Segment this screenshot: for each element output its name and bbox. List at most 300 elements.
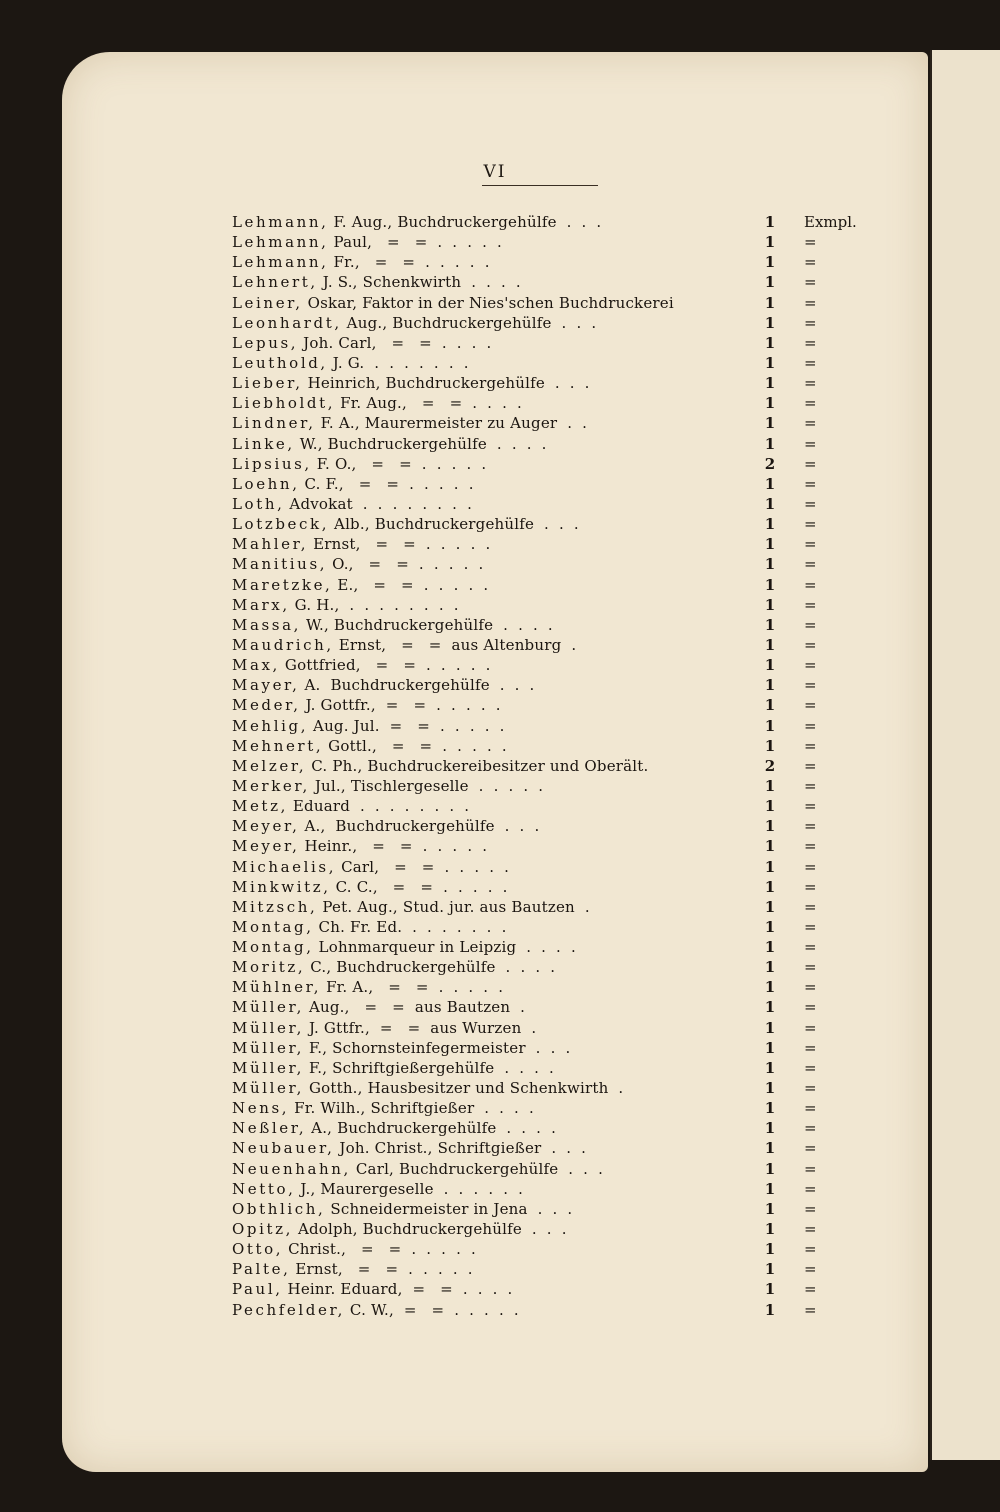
list-item	[232, 716, 872, 736]
entry-surname: Lieber,	[232, 374, 303, 393]
entry-text	[232, 454, 486, 474]
entry-copy-count: 1	[764, 1038, 776, 1057]
entry-copy-count: 1	[764, 817, 776, 836]
entry-text	[232, 272, 521, 292]
entry-unit: =	[804, 454, 817, 473]
entry-unit: =	[804, 293, 817, 312]
entry-surname: Lehmann,	[232, 213, 329, 231]
entry-copy-count: 1	[764, 313, 776, 332]
entry-unit: =	[804, 877, 817, 896]
list-item	[232, 1118, 872, 1138]
entry-details: Aug., = = aus Bautzen .	[303, 998, 526, 1017]
entry-text	[232, 212, 601, 232]
entry-text	[232, 353, 469, 373]
entry-copy-count: 1	[764, 213, 776, 231]
list-item	[232, 293, 872, 313]
entry-copy-count: 1	[764, 1099, 776, 1118]
entry-unit: =	[804, 575, 817, 594]
entry-text	[232, 917, 507, 937]
entry-details: Heinrich, Buchdruckergehülfe . . .	[302, 374, 590, 393]
entry-copy-count: 1	[764, 797, 776, 816]
entry-text	[232, 1179, 523, 1199]
entry-unit: =	[804, 756, 817, 775]
entry-unit: =	[804, 313, 817, 332]
entry-details: Lohnmarqueur in Leipzig . . . .	[313, 938, 576, 957]
entry-details: O., = = . . . . .	[327, 555, 484, 574]
list-item	[232, 272, 872, 292]
entry-details: Jul., Tischlergeselle . . . . .	[309, 776, 544, 795]
entry-surname: Neßler,	[232, 1119, 307, 1138]
entry-copy-count: 1	[764, 696, 776, 715]
entry-text	[232, 675, 535, 695]
entry-surname: Mühlner,	[232, 978, 322, 997]
entry-text	[232, 494, 472, 514]
entry-unit: =	[804, 837, 817, 856]
entry-text	[232, 937, 576, 957]
entry-unit: =	[804, 434, 817, 453]
entry-surname: Lepus,	[232, 333, 299, 352]
entry-text	[232, 716, 505, 736]
list-item	[232, 776, 872, 796]
entry-details: Carl, = = . . . . .	[336, 857, 510, 876]
entry-surname: Neubauer,	[232, 1139, 335, 1158]
entry-unit: =	[804, 494, 817, 513]
entry-text	[232, 1239, 476, 1259]
entry-unit: Exmpl.	[804, 213, 857, 231]
entry-copy-count: 1	[764, 716, 776, 735]
entry-text	[232, 695, 501, 715]
entry-unit: =	[804, 1300, 817, 1319]
entry-surname: Müller,	[232, 1079, 304, 1098]
entry-details: Adolph, Buchdruckergehülfe . . .	[293, 1220, 567, 1239]
entry-surname: Montag,	[232, 917, 314, 936]
list-item	[232, 575, 872, 595]
entry-details: Ernst, = = . . . . .	[308, 535, 491, 554]
entry-unit: =	[804, 233, 817, 252]
entry-unit: =	[804, 353, 817, 372]
entry-copy-count: 1	[764, 535, 776, 554]
entry-details: G. H., . . . . . . . .	[289, 595, 459, 614]
entry-unit: =	[804, 253, 817, 272]
entry-surname: Müller,	[232, 1018, 304, 1037]
list-item	[232, 695, 872, 715]
list-item	[232, 1179, 872, 1199]
entry-details: Ernst, = = aus Altenburg .	[333, 635, 577, 654]
entry-copy-count: 2	[764, 454, 776, 473]
entry-text	[232, 997, 525, 1017]
entry-text	[232, 1259, 473, 1279]
entry-copy-count: 1	[764, 998, 776, 1017]
entry-surname: Leonhardt,	[232, 313, 342, 332]
entry-text	[232, 836, 487, 856]
entry-details: F., Schornsteinfegermeister . . .	[303, 1038, 571, 1057]
entry-copy-count: 1	[764, 736, 776, 755]
list-item	[232, 796, 872, 816]
entry-copy-count: 1	[764, 1139, 776, 1158]
entry-copy-count: 1	[764, 1159, 776, 1178]
entry-surname: Meyer,	[232, 837, 300, 856]
entry-surname: Neuenhahn,	[232, 1159, 351, 1178]
entry-copy-count: 1	[764, 1240, 776, 1259]
entry-text	[232, 554, 484, 574]
entry-text	[232, 393, 522, 413]
entry-surname: Otto,	[232, 1240, 284, 1259]
entry-unit: =	[804, 1220, 817, 1239]
entry-surname: Obthlich,	[232, 1199, 326, 1218]
list-item	[232, 474, 872, 494]
entry-unit: =	[804, 978, 817, 997]
list-item	[232, 937, 872, 957]
entry-text	[232, 977, 503, 997]
entry-details: C., Buchdruckergehülfe . . . .	[305, 958, 556, 977]
entry-text	[232, 1078, 623, 1098]
entry-text	[232, 1159, 603, 1179]
entry-details: E., = = . . . . .	[332, 575, 489, 594]
entry-text	[232, 877, 508, 897]
entry-copy-count: 1	[764, 1199, 776, 1218]
entry-text	[232, 333, 492, 353]
entry-unit: =	[804, 857, 817, 876]
entry-unit: =	[804, 676, 817, 695]
entry-copy-count: 1	[764, 837, 776, 856]
entry-unit: =	[804, 333, 817, 352]
entry-text	[232, 1018, 536, 1038]
entry-unit: =	[804, 1199, 817, 1218]
entry-copy-count: 1	[764, 233, 776, 252]
list-item	[232, 877, 872, 897]
list-item	[232, 897, 872, 917]
entry-surname: Müller,	[232, 1038, 304, 1057]
header-rule	[482, 185, 598, 186]
list-item	[232, 635, 872, 655]
entry-unit: =	[804, 535, 817, 554]
entry-text	[232, 1199, 572, 1219]
book-page	[62, 52, 928, 1472]
entry-details: Heinr. Eduard, = = . . . .	[282, 1280, 513, 1299]
list-item	[232, 997, 872, 1017]
entry-unit: =	[804, 817, 817, 836]
entry-surname: Metz,	[232, 797, 288, 816]
entry-copy-count: 1	[764, 1119, 776, 1138]
entry-details: Eduard . . . . . . . .	[287, 797, 470, 816]
entry-text	[232, 736, 507, 756]
entry-text	[232, 756, 649, 776]
entry-surname: Palte,	[232, 1260, 291, 1279]
entry-surname: Paul,	[232, 1280, 283, 1299]
entry-copy-count: 1	[764, 857, 776, 876]
entry-surname: Maudrich,	[232, 635, 334, 654]
entry-copy-count: 1	[764, 1018, 776, 1037]
entry-unit: =	[804, 1119, 817, 1138]
entry-copy-count: 1	[764, 958, 776, 977]
entry-surname: Moritz,	[232, 958, 306, 977]
entry-surname: Müller,	[232, 1058, 304, 1077]
entry-unit: =	[804, 273, 817, 292]
entry-copy-count: 1	[764, 897, 776, 916]
entry-unit: =	[804, 998, 817, 1017]
list-item	[232, 756, 872, 776]
entry-copy-count: 1	[764, 414, 776, 433]
entry-text	[232, 534, 490, 554]
entry-details: W., Buchdruckergehülfe . . . .	[294, 434, 547, 453]
entry-text	[232, 816, 539, 836]
entry-copy-count: 1	[764, 1179, 776, 1198]
entry-unit: =	[804, 1240, 817, 1259]
list-item	[232, 1098, 872, 1118]
entry-text	[232, 434, 547, 454]
entry-text	[232, 796, 469, 816]
list-item	[232, 857, 872, 877]
entry-copy-count: 1	[764, 293, 776, 312]
entry-copy-count: 1	[764, 635, 776, 654]
list-item	[232, 615, 872, 635]
entry-surname: Meyer,	[232, 817, 300, 836]
entry-details: Aug. Jul. = = . . . . .	[308, 716, 505, 735]
entry-unit: =	[804, 696, 817, 715]
entry-surname: Mehlig,	[232, 716, 309, 735]
entry-unit: =	[804, 595, 817, 614]
entry-unit: =	[804, 474, 817, 493]
entry-copy-count: 1	[764, 1260, 776, 1279]
entry-details: Christ., = = . . . . .	[283, 1240, 476, 1259]
list-item	[232, 212, 872, 232]
list-item	[232, 655, 872, 675]
entry-text	[232, 635, 576, 655]
entry-text	[232, 373, 590, 393]
entry-surname: Loehn,	[232, 474, 300, 493]
entry-surname: Müller,	[232, 998, 304, 1017]
entry-surname: Lindner,	[232, 414, 316, 433]
entry-copy-count: 1	[764, 253, 776, 272]
entry-details: J. Gttfr., = = aus Wurzen .	[303, 1018, 537, 1037]
entry-unit: =	[804, 555, 817, 574]
entry-text	[232, 413, 587, 433]
entry-copy-count: 1	[764, 1058, 776, 1077]
list-item	[232, 1259, 872, 1279]
list-item	[232, 514, 872, 534]
entry-surname: Max,	[232, 656, 280, 675]
entry-copy-count: 1	[764, 353, 776, 372]
entry-surname: Manitius,	[232, 555, 328, 574]
entry-details: A., Buchdruckergehülfe . . . .	[306, 1119, 557, 1138]
entry-text	[232, 1219, 567, 1239]
entry-details: J. Gottfr., = = . . . . .	[300, 696, 501, 715]
entry-details: J. G. . . . . . . .	[327, 353, 469, 372]
entry-text	[232, 232, 502, 252]
list-item	[232, 454, 872, 474]
entry-surname: Montag,	[232, 938, 314, 957]
entry-text	[232, 655, 491, 675]
list-item	[232, 957, 872, 977]
entry-unit: =	[804, 897, 817, 916]
entry-copy-count: 1	[764, 877, 776, 896]
entry-surname: Maretzke,	[232, 575, 333, 594]
entry-unit: =	[804, 938, 817, 957]
entry-details: Pet. Aug., Stud. jur. aus Bautzen .	[317, 897, 590, 916]
list-item	[232, 1300, 872, 1320]
entry-unit: =	[804, 394, 817, 413]
entry-copy-count: 1	[764, 595, 776, 614]
entry-details: Oskar, Faktor in der Nies'schen Buchdruckerei	[302, 293, 674, 312]
entry-surname: Marx,	[232, 595, 290, 614]
entry-unit: =	[804, 1179, 817, 1198]
entry-copy-count: 1	[764, 1280, 776, 1299]
entry-details: C. C., = = . . . . .	[330, 877, 508, 896]
entry-surname: Lehmann,	[232, 253, 329, 272]
entry-unit: =	[804, 797, 817, 816]
entry-copy-count: 1	[764, 615, 776, 634]
entry-copy-count: 1	[764, 676, 776, 695]
entry-copy-count: 1	[764, 474, 776, 493]
entry-unit: =	[804, 374, 817, 393]
entry-unit: =	[804, 958, 817, 977]
entry-unit: =	[804, 776, 817, 795]
list-item	[232, 1279, 872, 1299]
list-item	[232, 1038, 872, 1058]
entry-surname: Mitzsch,	[232, 897, 318, 916]
entry-details: J., Maurergeselle . . . . . .	[295, 1179, 524, 1198]
entry-details: F. Aug., Buchdruckergehülfe . . .	[328, 213, 602, 231]
list-item	[232, 313, 872, 333]
list-item	[232, 595, 872, 615]
entry-details: Ch. Fr. Ed. . . . . . . .	[313, 917, 507, 936]
list-item	[232, 736, 872, 756]
entry-text	[232, 595, 459, 615]
entry-unit: =	[804, 615, 817, 634]
entry-text	[232, 1118, 556, 1138]
list-item	[232, 393, 872, 413]
entry-copy-count: 1	[764, 1079, 776, 1098]
entry-unit: =	[804, 414, 817, 433]
entry-details: J. S., Schenkwirth . . . .	[317, 273, 521, 292]
list-item	[232, 675, 872, 695]
entry-surname: Linke,	[232, 434, 295, 453]
entry-text	[232, 1038, 570, 1058]
entry-text	[232, 957, 555, 977]
entry-surname: Minkwitz,	[232, 877, 331, 896]
entry-copy-count: 1	[764, 575, 776, 594]
entry-details: C. F., = = . . . . .	[299, 474, 474, 493]
entry-surname: Leiner,	[232, 293, 303, 312]
entry-surname: Liebholdt,	[232, 394, 336, 413]
entry-details: Joh. Christ., Schriftgießer . . .	[334, 1139, 587, 1158]
entry-text	[232, 897, 590, 917]
entry-text	[232, 1279, 513, 1299]
entry-surname: Nens,	[232, 1099, 290, 1118]
entry-details: F. O., = = . . . . .	[311, 454, 487, 473]
entry-details: Fr., = = . . . . .	[328, 253, 490, 272]
entry-unit: =	[804, 1139, 817, 1158]
list-item	[232, 917, 872, 937]
entry-unit: =	[804, 1058, 817, 1077]
entry-copy-count: 1	[764, 494, 776, 513]
entry-details: Gottfried, = = . . . . .	[279, 656, 491, 675]
entry-text	[232, 615, 553, 635]
entry-surname: Mayer,	[232, 676, 300, 695]
entry-copy-count: 1	[764, 776, 776, 795]
list-item	[232, 434, 872, 454]
entry-details: Heinr., = = . . . . .	[299, 837, 488, 856]
list-item	[232, 1058, 872, 1078]
list-item	[232, 1159, 872, 1179]
list-item	[232, 816, 872, 836]
list-item	[232, 1219, 872, 1239]
entry-unit: =	[804, 716, 817, 735]
entry-text	[232, 1058, 554, 1078]
entry-surname: Massa,	[232, 615, 302, 634]
facing-page-edge	[930, 50, 1000, 1460]
entry-unit: =	[804, 1159, 817, 1178]
entry-surname: Lehmann,	[232, 233, 329, 252]
list-item	[232, 1199, 872, 1219]
entry-text	[232, 313, 596, 333]
entry-surname: Meder,	[232, 696, 301, 715]
entry-details: Gotth., Hausbesitzer und Schenkwirth .	[303, 1079, 624, 1098]
entry-surname: Melzer,	[232, 756, 307, 775]
entry-unit: =	[804, 1079, 817, 1098]
entry-details: C. Ph., Buchdruckereibesitzer und Oberält.	[306, 756, 649, 775]
entry-surname: Pechfelder,	[232, 1300, 345, 1319]
entry-text	[232, 474, 474, 494]
list-item	[232, 554, 872, 574]
entry-copy-count: 1	[764, 938, 776, 957]
list-item	[232, 413, 872, 433]
entry-copy-count: 1	[764, 515, 776, 534]
list-item	[232, 1078, 872, 1098]
entry-surname: Lehnert,	[232, 273, 318, 292]
entry-copy-count: 1	[764, 394, 776, 413]
entry-details: Gottl., = = . . . . .	[323, 736, 507, 755]
entry-copy-count: 1	[764, 1220, 776, 1239]
list-item	[232, 1138, 872, 1158]
entry-copy-count: 1	[764, 978, 776, 997]
entry-surname: Opitz,	[232, 1220, 293, 1239]
entry-surname: Lipsius,	[232, 454, 312, 473]
entry-copy-count: 1	[764, 656, 776, 675]
entry-details: Fr. A., = = . . . . .	[321, 978, 504, 997]
entry-copy-count: 1	[764, 374, 776, 393]
entry-details: Advokat . . . . . . . .	[284, 494, 473, 513]
entry-details: Joh. Carl, = = . . . .	[298, 333, 492, 352]
entry-details: A. Buchdruckergehülfe . . .	[299, 676, 535, 695]
entry-unit: =	[804, 1038, 817, 1057]
entry-surname: Netto,	[232, 1179, 296, 1198]
entry-details: Aug., Buchdruckergehülfe . . .	[341, 313, 597, 332]
entry-unit: =	[804, 1280, 817, 1299]
list-item	[232, 836, 872, 856]
entry-text	[232, 1138, 586, 1158]
list-item	[232, 494, 872, 514]
list-item	[232, 252, 872, 272]
entry-details: Ernst, = = . . . . .	[290, 1260, 473, 1279]
entry-details: Alb., Buchdruckergehülfe . . .	[329, 515, 579, 534]
entry-surname: Loth,	[232, 494, 285, 513]
entry-text	[232, 252, 490, 272]
entry-details: Fr. Aug., = = . . . .	[335, 394, 522, 413]
entry-text	[232, 1098, 534, 1118]
entry-details: F. A., Maurermeister zu Auger . .	[315, 414, 588, 433]
entry-text	[232, 1300, 519, 1320]
entry-text	[232, 293, 674, 313]
subscriber-list	[232, 212, 872, 1320]
entry-surname: Lotzbeck,	[232, 515, 330, 534]
entry-text	[232, 514, 579, 534]
entry-unit: =	[804, 515, 817, 534]
entry-details: Carl, Buchdruckergehülfe . . .	[350, 1159, 604, 1178]
entry-unit: =	[804, 635, 817, 654]
list-item	[232, 232, 872, 252]
entry-details: Paul, = = . . . . .	[328, 233, 502, 252]
